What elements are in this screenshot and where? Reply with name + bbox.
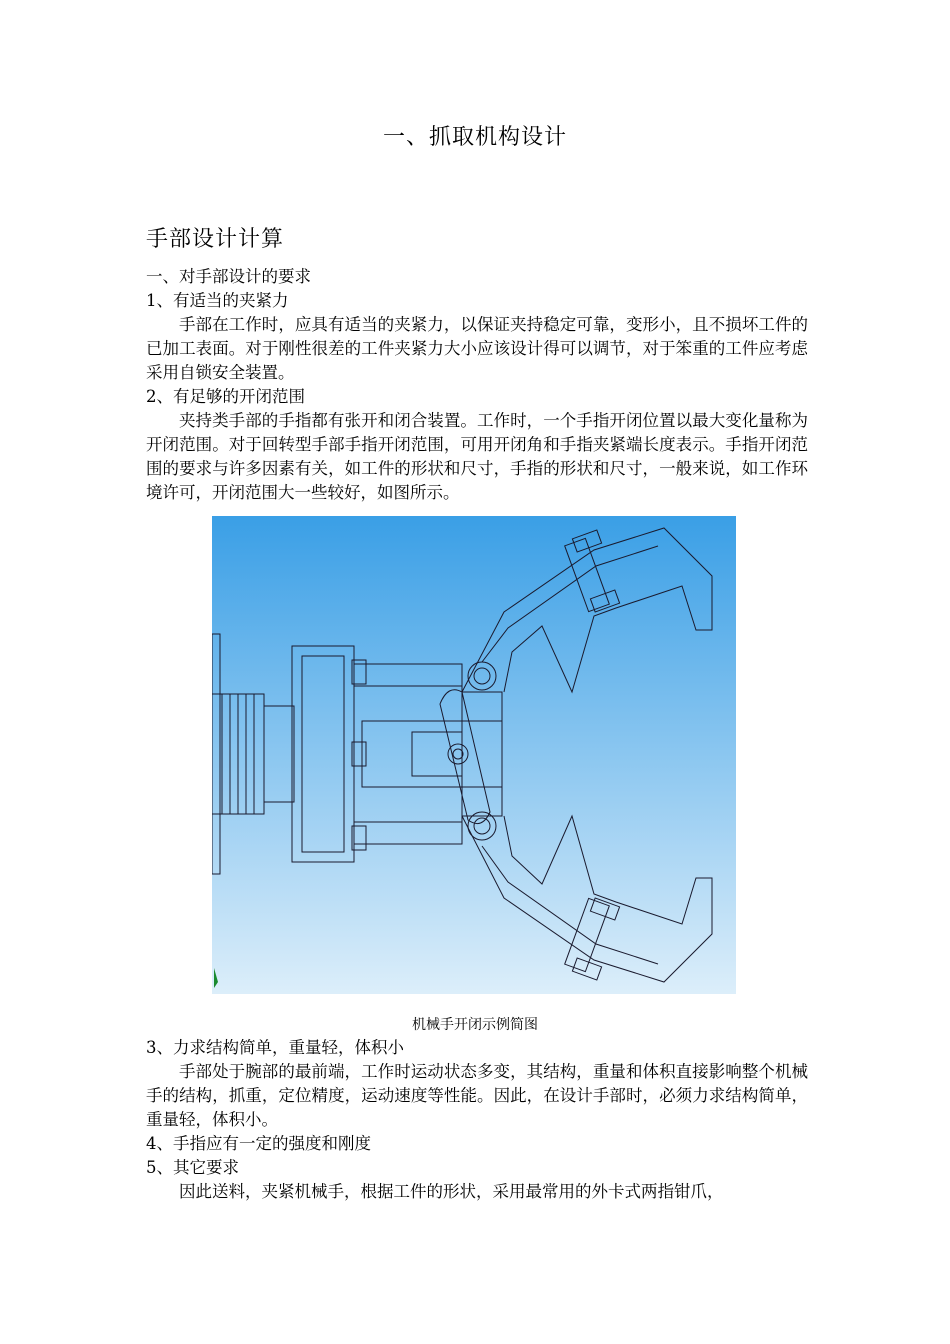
page-title: 一、抓取机构设计 [382,125,567,150]
text-flow-top [146,265,808,505]
paragraph-other-requirements: 因此送料，夹紧机械手，根据工件的形状，采用最常用的外卡式两指钳爪， [179,1182,724,1201]
gripper-figure [212,516,736,994]
paragraph-clamping-force: 手部在工作时，应具有适当的夹紧力，以保证夹持稳定可靠，变形小，且不损坏工件的已加工表面。对于刚性很差的工件夹紧力大小应该设计得可以调节，对于笨重的工件应考虑采用自锁安全装置。 [146,315,808,382]
subheading-clamping-force: 1、有适当的夹紧力 [146,291,289,310]
subheading-other-requirements: 5、其它要求 [146,1158,239,1177]
subheading-open-close-range: 2、有足够的开闭范围 [146,387,305,406]
text-flow-bottom [146,1036,808,1204]
gripper-drawing [212,516,736,994]
section-heading: 手部设计计算 [146,227,285,252]
figure-caption: 机械手开闭示例简图 [412,1017,538,1033]
paragraph-open-close-range: 夹持类手部的手指都有张开和闭合装置。工作时，一个手指开闭位置以最大变化量称为开闭范围。对于回转型手部手指开闭范围，可用开闭角和手指夹紧端长度表示。手指开闭范围的要求与许多因素有关，如工件的形状和尺寸，手指的形状和尺寸，一般来说，如工作环境许可，开闭范围大一些较好，如图所示。 [146,411,808,502]
figure-background [212,516,736,994]
paragraph-simple-structure: 手部处于腕部的最前端，工作时运动状态多变，其结构，重量和体积直接影响整个机械手的结构，抓重，定位精度，运动速度等性能。因此，在设计手部时，必须力求结构简单，重量轻，体积小。 [146,1062,808,1129]
requirements-heading: 一、对手部设计的要求 [146,267,311,286]
subheading-finger-strength: 4、手指应有一定的强度和刚度 [146,1134,371,1153]
subheading-simple-structure: 3、力求结构简单，重量轻，体积小 [146,1038,404,1057]
